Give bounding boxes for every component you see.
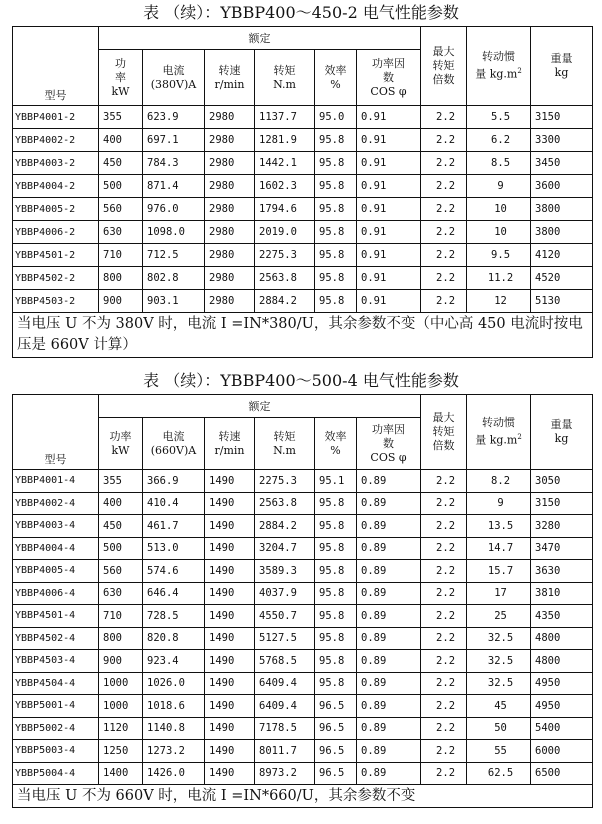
weight-cell: 3800: [531, 221, 593, 244]
max-torque-cell: 2.2: [421, 605, 467, 628]
power-cell: 500: [99, 175, 143, 198]
inertia-cell: 6.2: [467, 129, 531, 152]
speed-cell: 2980: [205, 175, 255, 198]
power-cell: 450: [99, 515, 143, 538]
max-torque-cell: 2.2: [421, 650, 467, 673]
efficiency-cell: 95.8: [315, 605, 357, 628]
power-factor-cell: 0.89: [357, 470, 421, 493]
current-header: 电流 (660V)A: [143, 418, 205, 470]
max-torque-header: 最大 转矩 倍数: [421, 27, 467, 106]
table-row: [13, 605, 593, 628]
max-torque-cell: 2.2: [421, 244, 467, 267]
weight-cell: 4800: [531, 627, 593, 650]
model-cell: YBBP4501-4: [13, 605, 99, 628]
efficiency-cell: 95.8: [315, 221, 357, 244]
power-cell: 710: [99, 244, 143, 267]
power-cell: 1250: [99, 740, 143, 763]
max-torque-cell: 2.2: [421, 198, 467, 221]
table2-note: 当电压 U 不为 660V 时，电流 I =IN*660/U，其余参数不变: [13, 785, 593, 808]
efficiency-cell: 95.8: [315, 537, 357, 560]
weight-cell: 3300: [531, 129, 593, 152]
weight-cell: 5130: [531, 290, 593, 313]
torque-cell: 4550.7: [255, 605, 315, 628]
model-cell: YBBP5004-4: [13, 762, 99, 785]
model-cell: YBBP4005-4: [13, 560, 99, 583]
torque-cell: 2019.0: [255, 221, 315, 244]
table-row: [13, 695, 593, 718]
weight-cell: 6500: [531, 762, 593, 785]
torque-cell: 8011.7: [255, 740, 315, 763]
speed-cell: 2980: [205, 267, 255, 290]
model-cell: YBBP4001-4: [13, 470, 99, 493]
efficiency-cell: 95.8: [315, 267, 357, 290]
model-cell: YBBP4003-4: [13, 515, 99, 538]
efficiency-cell: 95.8: [315, 582, 357, 605]
max-torque-cell: 2.2: [421, 672, 467, 695]
table-row: [13, 244, 593, 267]
power-factor-cell: 0.89: [357, 515, 421, 538]
model-cell: YBBP4001-2: [13, 106, 99, 129]
table-row: [13, 129, 593, 152]
table-row: [13, 762, 593, 785]
torque-cell: 3589.3: [255, 560, 315, 583]
torque-cell: 6409.4: [255, 695, 315, 718]
inertia-cell: 9: [467, 492, 531, 515]
power-cell: 900: [99, 290, 143, 313]
efficiency-cell: 96.5: [315, 740, 357, 763]
power-cell: 1120: [99, 717, 143, 740]
model-cell: YBBP4006-2: [13, 221, 99, 244]
table-row: [13, 267, 593, 290]
speed-cell: 1490: [205, 627, 255, 650]
model-cell: YBBP4502-4: [13, 627, 99, 650]
power-factor-cell: 0.89: [357, 650, 421, 673]
max-torque-cell: 2.2: [421, 152, 467, 175]
current-cell: 646.4: [143, 582, 205, 605]
speed-cell: 2980: [205, 290, 255, 313]
current-cell: 923.4: [143, 650, 205, 673]
weight-cell: 4520: [531, 267, 593, 290]
table-row: [13, 290, 593, 313]
speed-cell: 1490: [205, 492, 255, 515]
max-torque-cell: 2.2: [421, 762, 467, 785]
max-torque-cell: 2.2: [421, 175, 467, 198]
model-cell: YBBP4003-2: [13, 152, 99, 175]
speed-cell: 2980: [205, 129, 255, 152]
efficiency-header: 效率 %: [315, 50, 357, 106]
efficiency-cell: 95.8: [315, 492, 357, 515]
speed-cell: 1490: [205, 470, 255, 493]
max-torque-cell: 2.2: [421, 267, 467, 290]
table-row: [13, 627, 593, 650]
max-torque-cell: 2.2: [421, 129, 467, 152]
max-torque-cell: 2.2: [421, 515, 467, 538]
power-factor-cell: 0.89: [357, 582, 421, 605]
power-cell: 560: [99, 198, 143, 221]
speed-cell: 1490: [205, 762, 255, 785]
efficiency-cell: 95.8: [315, 560, 357, 583]
efficiency-cell: 96.5: [315, 717, 357, 740]
torque-cell: 2563.8: [255, 492, 315, 515]
model-cell: YBBP4501-2: [13, 244, 99, 267]
model-cell: YBBP4005-2: [13, 198, 99, 221]
efficiency-cell: 95.8: [315, 129, 357, 152]
inertia-cell: 17: [467, 582, 531, 605]
current-cell: 784.3: [143, 152, 205, 175]
power-cell: 450: [99, 152, 143, 175]
inertia-cell: 8.2: [467, 470, 531, 493]
torque-cell: 2275.3: [255, 244, 315, 267]
torque-cell: 7178.5: [255, 717, 315, 740]
table-row: [13, 198, 593, 221]
speed-cell: 1490: [205, 560, 255, 583]
efficiency-cell: 95.8: [315, 175, 357, 198]
efficiency-cell: 96.5: [315, 762, 357, 785]
power-factor-cell: 0.91: [357, 106, 421, 129]
efficiency-cell: 95.0: [315, 106, 357, 129]
weight-cell: 5400: [531, 717, 593, 740]
power-cell: 900: [99, 650, 143, 673]
current-cell: 1273.2: [143, 740, 205, 763]
weight-cell: 3280: [531, 515, 593, 538]
power-factor-cell: 0.91: [357, 175, 421, 198]
power-factor-cell: 0.91: [357, 221, 421, 244]
power-factor-cell: 0.91: [357, 129, 421, 152]
efficiency-cell: 95.1: [315, 470, 357, 493]
power-cell: 710: [99, 605, 143, 628]
inertia-cell: 45: [467, 695, 531, 718]
model-cell: YBBP4503-2: [13, 290, 99, 313]
speed-cell: 1490: [205, 740, 255, 763]
efficiency-cell: 95.8: [315, 650, 357, 673]
power-factor-cell: 0.91: [357, 198, 421, 221]
efficiency-cell: 95.8: [315, 672, 357, 695]
weight-cell: 4120: [531, 244, 593, 267]
speed-cell: 1490: [205, 582, 255, 605]
speed-cell: 1490: [205, 605, 255, 628]
power-cell: 1000: [99, 672, 143, 695]
spec-table-2pole: [12, 26, 593, 358]
weight-cell: 4350: [531, 605, 593, 628]
current-cell: 513.0: [143, 537, 205, 560]
inertia-cell: 9.5: [467, 244, 531, 267]
power-cell: 1400: [99, 762, 143, 785]
speed-cell: 1490: [205, 537, 255, 560]
inertia-cell: 5.5: [467, 106, 531, 129]
table-row: [13, 152, 593, 175]
power-factor-cell: 0.89: [357, 492, 421, 515]
current-cell: 712.5: [143, 244, 205, 267]
inertia-header: 转动惯 量 $kg.m^2$: [467, 27, 531, 106]
inertia-cell: 50: [467, 717, 531, 740]
torque-header: 转矩 N.m: [255, 50, 315, 106]
inertia-cell: 8.5: [467, 152, 531, 175]
torque-cell: 4037.9: [255, 582, 315, 605]
table1-title: 表 （续）：YBBP400～450-2 电气性能参数: [143, 3, 459, 22]
inertia-cell: 10: [467, 198, 531, 221]
torque-cell: 1602.3: [255, 175, 315, 198]
torque-cell: 2563.8: [255, 267, 315, 290]
inertia-cell: 32.5: [467, 627, 531, 650]
table-row: [13, 175, 593, 198]
inertia-cell: 15.7: [467, 560, 531, 583]
spec-table-4pole: [12, 394, 593, 808]
torque-cell: 5127.5: [255, 627, 315, 650]
weight-cell: 3810: [531, 582, 593, 605]
weight-header: 重量 kg: [531, 27, 593, 106]
weight-cell: 3470: [531, 537, 593, 560]
inertia-cell: 62.5: [467, 762, 531, 785]
power-cell: 800: [99, 627, 143, 650]
torque-cell: 8973.2: [255, 762, 315, 785]
inertia-cell: 25: [467, 605, 531, 628]
current-cell: 366.9: [143, 470, 205, 493]
model-cell: YBBP5002-4: [13, 717, 99, 740]
model-cell: YBBP5001-4: [13, 695, 99, 718]
speed-cell: 1490: [205, 650, 255, 673]
table-row: [13, 740, 593, 763]
torque-cell: 3204.7: [255, 537, 315, 560]
power-header: 功率 kW: [99, 418, 143, 470]
rated-header: 额定: [99, 395, 421, 418]
model-cell: YBBP4002-2: [13, 129, 99, 152]
weight-cell: 6000: [531, 740, 593, 763]
current-header: 电流 (380V)A: [143, 50, 205, 106]
rated-header: 额定: [99, 27, 421, 50]
inertia-cell: 14.7: [467, 537, 531, 560]
weight-header: 重量 kg: [531, 395, 593, 470]
current-cell: 976.0: [143, 198, 205, 221]
table-row: [13, 672, 593, 695]
max-torque-cell: 2.2: [421, 560, 467, 583]
torque-cell: 1442.1: [255, 152, 315, 175]
power-cell: 800: [99, 267, 143, 290]
model-cell: YBBP5003-4: [13, 740, 99, 763]
power-cell: 355: [99, 470, 143, 493]
efficiency-cell: 95.8: [315, 198, 357, 221]
power-factor-cell: 0.91: [357, 267, 421, 290]
efficiency-header: 效率 %: [315, 418, 357, 470]
power-cell: 400: [99, 492, 143, 515]
power-factor-cell: 0.89: [357, 695, 421, 718]
weight-cell: 3630: [531, 560, 593, 583]
model-cell: YBBP4004-2: [13, 175, 99, 198]
power-cell: 1000: [99, 695, 143, 718]
efficiency-cell: 95.8: [315, 244, 357, 267]
inertia-cell: 10: [467, 221, 531, 244]
current-cell: 1018.6: [143, 695, 205, 718]
power-header: 功 率 kW: [99, 50, 143, 106]
max-torque-cell: 2.2: [421, 695, 467, 718]
max-torque-cell: 2.2: [421, 106, 467, 129]
power-cell: 500: [99, 537, 143, 560]
inertia-header: 转动惯 量 $kg.m^2$: [467, 395, 531, 470]
table-row: [13, 582, 593, 605]
max-torque-header: 最大 转矩 倍数: [421, 395, 467, 470]
current-cell: 1098.0: [143, 221, 205, 244]
table-row: [13, 106, 593, 129]
max-torque-cell: 2.2: [421, 537, 467, 560]
torque-cell: 1281.9: [255, 129, 315, 152]
max-torque-cell: 2.2: [421, 740, 467, 763]
table-row: [13, 537, 593, 560]
power-factor-cell: 0.89: [357, 672, 421, 695]
table-row: [13, 492, 593, 515]
current-cell: 1140.8: [143, 717, 205, 740]
speed-cell: 1490: [205, 672, 255, 695]
torque-header: 转矩 N.m: [255, 418, 315, 470]
torque-cell: 5768.5: [255, 650, 315, 673]
speed-cell: 1490: [205, 717, 255, 740]
efficiency-cell: 96.5: [315, 695, 357, 718]
table-row: [13, 650, 593, 673]
table-row: [13, 470, 593, 493]
power-cell: 355: [99, 106, 143, 129]
power-factor-cell: 0.89: [357, 717, 421, 740]
max-torque-cell: 2.2: [421, 290, 467, 313]
model-cell: YBBP4503-4: [13, 650, 99, 673]
current-cell: 728.5: [143, 605, 205, 628]
inertia-cell: 11.2: [467, 267, 531, 290]
current-cell: 623.9: [143, 106, 205, 129]
max-torque-cell: 2.2: [421, 717, 467, 740]
max-torque-cell: 2.2: [421, 470, 467, 493]
current-cell: 697.1: [143, 129, 205, 152]
inertia-cell: 12: [467, 290, 531, 313]
current-cell: 802.8: [143, 267, 205, 290]
power-factor-header: 功率因 数 COS φ: [357, 50, 421, 106]
model-cell: YBBP4502-2: [13, 267, 99, 290]
weight-cell: 3450: [531, 152, 593, 175]
torque-cell: 2275.3: [255, 470, 315, 493]
table-row: [13, 515, 593, 538]
max-torque-cell: 2.2: [421, 627, 467, 650]
power-factor-cell: 0.89: [357, 560, 421, 583]
weight-cell: 3800: [531, 198, 593, 221]
max-torque-cell: 2.2: [421, 221, 467, 244]
power-cell: 560: [99, 560, 143, 583]
efficiency-cell: 95.8: [315, 627, 357, 650]
power-factor-cell: 0.89: [357, 627, 421, 650]
speed-header: 转速 r/min: [205, 418, 255, 470]
weight-cell: 4950: [531, 672, 593, 695]
weight-cell: 4800: [531, 650, 593, 673]
inertia-cell: 13.5: [467, 515, 531, 538]
weight-cell: 3150: [531, 106, 593, 129]
speed-cell: 2980: [205, 152, 255, 175]
weight-cell: 3600: [531, 175, 593, 198]
weight-cell: 3150: [531, 492, 593, 515]
current-cell: 820.8: [143, 627, 205, 650]
current-cell: 903.1: [143, 290, 205, 313]
power-cell: 630: [99, 582, 143, 605]
inertia-cell: 32.5: [467, 650, 531, 673]
torque-cell: 1137.7: [255, 106, 315, 129]
current-cell: 871.4: [143, 175, 205, 198]
weight-cell: 4950: [531, 695, 593, 718]
weight-cell: 3050: [531, 470, 593, 493]
inertia-cell: 9: [467, 175, 531, 198]
speed-cell: 1490: [205, 515, 255, 538]
speed-cell: 2980: [205, 106, 255, 129]
current-cell: 1426.0: [143, 762, 205, 785]
torque-cell: 2884.2: [255, 515, 315, 538]
torque-cell: 1794.6: [255, 198, 315, 221]
table1-note: 当电压 U 不为 380V 时，电流 I =IN*380/U，其余参数不变（中心高 450 电流时按电压是 660V 计算）: [13, 313, 593, 358]
power-factor-cell: 0.89: [357, 605, 421, 628]
power-factor-cell: 0.89: [357, 740, 421, 763]
max-torque-cell: 2.2: [421, 582, 467, 605]
efficiency-cell: 95.8: [315, 515, 357, 538]
table-row: [13, 221, 593, 244]
torque-cell: 2884.2: [255, 290, 315, 313]
speed-cell: 1490: [205, 695, 255, 718]
power-factor-cell: 0.89: [357, 762, 421, 785]
model-cell: YBBP4504-4: [13, 672, 99, 695]
max-torque-cell: 2.2: [421, 492, 467, 515]
speed-cell: 2980: [205, 198, 255, 221]
model-header: 型号: [13, 27, 99, 106]
current-cell: 1026.0: [143, 672, 205, 695]
current-cell: 461.7: [143, 515, 205, 538]
speed-header: 转速 r/min: [205, 50, 255, 106]
speed-cell: 2980: [205, 221, 255, 244]
power-cell: 400: [99, 129, 143, 152]
current-cell: 574.6: [143, 560, 205, 583]
power-factor-cell: 0.91: [357, 244, 421, 267]
table2-title: 表 （续）：YBBP400～500-4 电气性能参数: [143, 371, 459, 390]
power-factor-cell: 0.89: [357, 537, 421, 560]
speed-cell: 2980: [205, 244, 255, 267]
model-cell: YBBP4006-4: [13, 582, 99, 605]
model-header: 型号: [13, 395, 99, 470]
model-cell: YBBP4004-4: [13, 537, 99, 560]
power-factor-cell: 0.91: [357, 152, 421, 175]
power-factor-cell: 0.91: [357, 290, 421, 313]
inertia-cell: 55: [467, 740, 531, 763]
table-row: [13, 560, 593, 583]
torque-cell: 6409.4: [255, 672, 315, 695]
efficiency-cell: 95.8: [315, 152, 357, 175]
efficiency-cell: 95.8: [315, 290, 357, 313]
power-factor-header: 功率因 数 COS φ: [357, 418, 421, 470]
current-cell: 410.4: [143, 492, 205, 515]
power-cell: 630: [99, 221, 143, 244]
table-row: [13, 717, 593, 740]
model-cell: YBBP4002-4: [13, 492, 99, 515]
inertia-cell: 32.5: [467, 672, 531, 695]
